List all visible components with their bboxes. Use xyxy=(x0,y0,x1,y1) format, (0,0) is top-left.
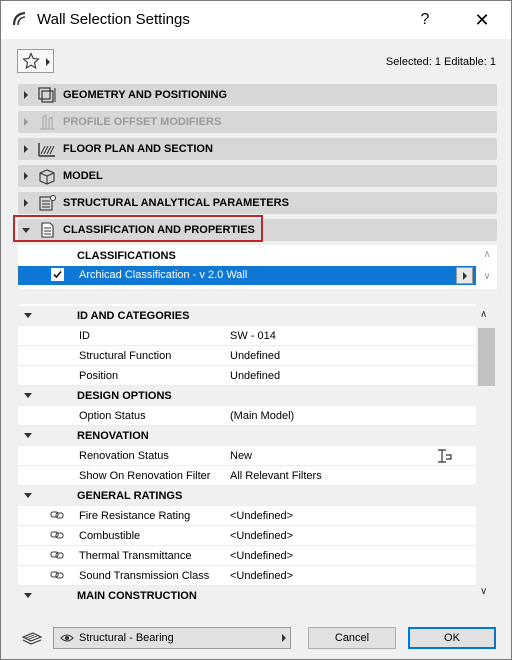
property-value[interactable]: <Undefined> xyxy=(230,530,293,542)
classifications-header: CLASSIFICATIONS xyxy=(77,250,176,262)
property-row[interactable] xyxy=(18,566,476,586)
profile-icon xyxy=(37,113,57,131)
property-value[interactable]: <Undefined> xyxy=(230,550,293,562)
collapse-arrow-icon xyxy=(24,313,32,318)
property-value[interactable]: Undefined xyxy=(230,350,281,362)
collapse-arrow-icon xyxy=(24,393,32,398)
property-name: Position xyxy=(79,370,119,382)
floor-plan-icon xyxy=(37,140,57,158)
properties-table xyxy=(18,304,497,604)
panel-label: PROFILE OFFSET MODIFIERS xyxy=(63,116,222,128)
property-name: Structural Function xyxy=(79,350,172,362)
collapse-arrow-icon xyxy=(24,593,32,598)
classification-picker-button[interactable] xyxy=(456,267,473,284)
scroll-up-icon[interactable]: ∧ xyxy=(480,309,488,320)
model-icon xyxy=(37,167,57,185)
property-name: Option Status xyxy=(79,410,146,422)
expand-arrow-icon xyxy=(24,91,28,99)
checkmark-icon xyxy=(52,269,63,280)
highlight-annotation xyxy=(13,215,263,242)
property-value[interactable]: <Undefined> xyxy=(230,510,293,522)
group-name: MAIN CONSTRUCTION xyxy=(77,590,197,602)
help-button[interactable]: ? xyxy=(420,11,430,28)
selection-count: Selected: 1 Editable: 1 xyxy=(385,56,496,68)
chevron-right-icon xyxy=(282,634,286,642)
layer-name: Structural - Bearing xyxy=(79,632,174,644)
property-row[interactable] xyxy=(18,526,476,546)
group-name: ID AND CATEGORIES xyxy=(77,310,190,322)
panel-model[interactable] xyxy=(18,165,497,187)
panel-floor-plan-and-section[interactable] xyxy=(18,138,497,160)
property-row[interactable] xyxy=(18,326,476,346)
property-value[interactable]: New xyxy=(230,450,253,462)
property-row[interactable] xyxy=(18,506,476,526)
property-row[interactable] xyxy=(18,546,476,566)
scroll-down-icon[interactable]: ∨ xyxy=(483,271,491,282)
scroll-down-icon[interactable]: ∨ xyxy=(480,586,488,597)
panel-geometry-and-positioning[interactable] xyxy=(18,84,497,106)
property-row[interactable] xyxy=(18,406,476,426)
close-button[interactable]: ✕ xyxy=(474,10,490,30)
window-title: Wall Selection Settings xyxy=(37,11,190,28)
scroll-up-icon[interactable]: ∧ xyxy=(483,249,491,260)
favorites-button[interactable] xyxy=(17,49,54,73)
property-value[interactable]: Undefined xyxy=(230,370,281,382)
layer-select[interactable] xyxy=(53,627,291,649)
panel-label: CLASSIFICATION AND PROPERTIES xyxy=(63,224,255,236)
property-name: Sound Transmission Class xyxy=(79,570,210,582)
property-name: ID xyxy=(79,330,90,342)
property-name: Thermal Transmittance xyxy=(79,550,192,562)
title-bar xyxy=(1,1,511,39)
star-icon xyxy=(22,52,40,70)
properties-scrollbar[interactable] xyxy=(476,304,497,604)
link-icon xyxy=(50,550,64,560)
panel-label: STRUCTURAL ANALYTICAL PARAMETERS xyxy=(63,197,289,209)
renovation-icon xyxy=(436,447,454,465)
link-icon xyxy=(50,530,64,540)
scrollbar-thumb[interactable] xyxy=(478,328,495,386)
panel-structural-analytical-parameters[interactable] xyxy=(18,192,497,214)
classification-item[interactable] xyxy=(18,266,476,285)
property-value[interactable]: (Main Model) xyxy=(230,410,295,422)
property-row[interactable] xyxy=(18,466,476,486)
chevron-right-icon xyxy=(463,272,467,280)
property-name: Show On Renovation Filter xyxy=(79,470,211,482)
ok-button[interactable]: OK xyxy=(408,627,496,649)
group-name: DESIGN OPTIONS xyxy=(77,390,172,402)
expand-arrow-icon xyxy=(24,172,28,180)
group-row[interactable] xyxy=(18,386,476,406)
collapse-arrow-icon xyxy=(24,493,32,498)
group-row[interactable] xyxy=(18,586,476,604)
layer-icon xyxy=(20,629,44,647)
panel-label: FLOOR PLAN AND SECTION xyxy=(63,143,213,155)
expand-arrow-icon xyxy=(24,118,28,126)
favorites-dropdown-arrow-icon xyxy=(46,58,50,66)
property-row[interactable] xyxy=(18,366,476,386)
group-row[interactable] xyxy=(18,426,476,446)
panel-profile-offset-modifiers xyxy=(18,111,497,133)
link-icon xyxy=(50,570,64,580)
property-name: Fire Resistance Rating xyxy=(79,510,191,522)
panel-label: GEOMETRY AND POSITIONING xyxy=(63,89,227,101)
property-name: Renovation Status xyxy=(79,450,169,462)
property-name: Combustible xyxy=(79,530,141,542)
structural-icon xyxy=(37,194,57,212)
group-name: RENOVATION xyxy=(77,430,149,442)
cancel-button[interactable]: Cancel xyxy=(308,627,396,649)
group-row[interactable] xyxy=(18,306,476,326)
property-row[interactable] xyxy=(18,446,476,466)
eye-icon xyxy=(60,632,74,644)
expand-arrow-icon xyxy=(24,199,28,207)
expand-arrow-icon xyxy=(24,145,28,153)
property-value[interactable]: All Relevant Filters xyxy=(230,470,322,482)
geometry-icon xyxy=(37,86,57,104)
property-value[interactable]: <Undefined> xyxy=(230,570,293,582)
classification-label: Archicad Classification - v 2.0 Wall xyxy=(79,269,248,281)
group-row[interactable] xyxy=(18,486,476,506)
property-value[interactable]: SW - 014 xyxy=(230,330,276,342)
classifications-list xyxy=(18,245,497,289)
panel-label: MODEL xyxy=(63,170,103,182)
group-name: GENERAL RATINGS xyxy=(77,490,183,502)
property-row[interactable] xyxy=(18,346,476,366)
collapse-arrow-icon xyxy=(24,433,32,438)
classification-checkbox[interactable] xyxy=(51,268,64,281)
archicad-app-icon xyxy=(11,10,29,28)
link-icon xyxy=(50,510,64,520)
